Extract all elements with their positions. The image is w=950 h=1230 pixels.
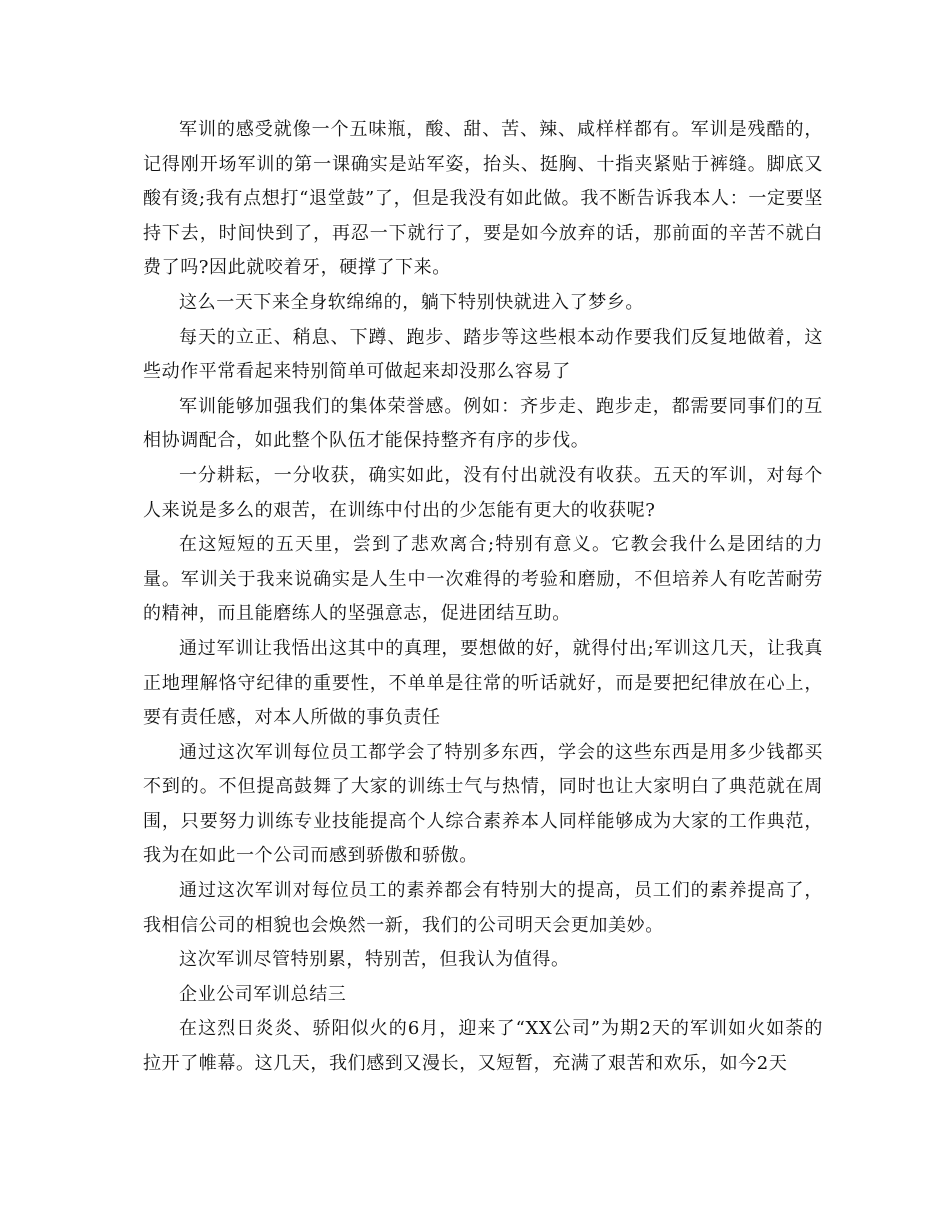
paragraph-9: 通过这次军训对每位员工的素养都会有特别大的提高，员工们的素养提高了，我相信公司的相貌也会焕然一新，我们的公司明天会更加美妙。 [143,880,823,936]
section-heading: 企业公司军训总结三 [179,983,347,1005]
paragraph-3: 每天的立正、稍息、下蹲、跑步、踏步等这些根本动作要我们反复地做着，这些动作平常看起来特别简单可做起来却没那么容易了 [143,326,823,383]
paragraph-12: 在这烈日炎炎、骄阳似火的6月，迎来了“XX公司”为期2天的军训如火如荼的拉开了帷幕。这几天，我们感到又漫长，又短暂，充满了艰苦和欢乐，如今2天 [143,1018,823,1075]
paragraph-2: 这么一天下来全身软绵绵的，躺下特别快就进入了梦乡。 [179,291,644,313]
paragraph-6: 在这短短的五天里，尝到了悲欢离合;特别有意义。它教会我什么是团结的力量。军训关于我来说确实是人生中一次难得的考验和磨励，不但培养人有吃苦耐劳的精神，而且能磨练人的坚强意志，促进团结互助。 [143,534,823,625]
paragraph-10: 这次军训尽管特别累，特别苦，但我认为值得。 [179,949,570,971]
paragraph-4: 军训能够加强我们的集体荣誉感。例如：齐步走、跑步走，都需要同事们的互相协调配合，如此整个队伍才能保持整齐有序的步伐。 [143,395,823,452]
paragraph-8: 通过这次军训每位员工都学会了特别多东西，学会的这些东西是用多少钱都买不到的。不但提高鼓舞了大家的训练士气与热情，同时也让大家明白了典范就在周围，只要努力训练专业技能提高个人综合素养本人同样能够成为大家的工作典范，我为在如此一个公司而感到骄傲和骄傲。 [143,741,823,867]
paragraph-5: 一分耕耘，一分收获，确实如此，没有付出就没有收获。五天的军训，对每个人来说是多么的艰苦，在训练中付出的少怎能有更大的收获呢? [143,464,823,521]
paragraph-7: 通过军训让我悟出这其中的真理，要想做的好，就得付出;军训这几天，让我真正地理解恪守纪律的重要性，不单单是往常的听话就好，而是要把纪律放在心上，要有责任感，对本人所做的事负责任 [143,637,823,729]
paragraph-1: 军训的感受就像一个五味瓶，酸、甜、苦、辣、咸样样都有。军训是残酷的，记得刚开场军训的第一课确实是站军姿，抬头、挺胸、十指夹紧贴于裤缝。脚底又酸有烫;我有点想打“退堂鼓”了，但是我没有如此做。我不断告诉我本人：一定要坚持下去，时间快到了，再忍一下就行了，要是如今放弃的话，那前面的辛苦不就白费了吗?因此就咬着牙，硬撑了下来。 [143,119,823,279]
document-body [143,113,823,1082]
